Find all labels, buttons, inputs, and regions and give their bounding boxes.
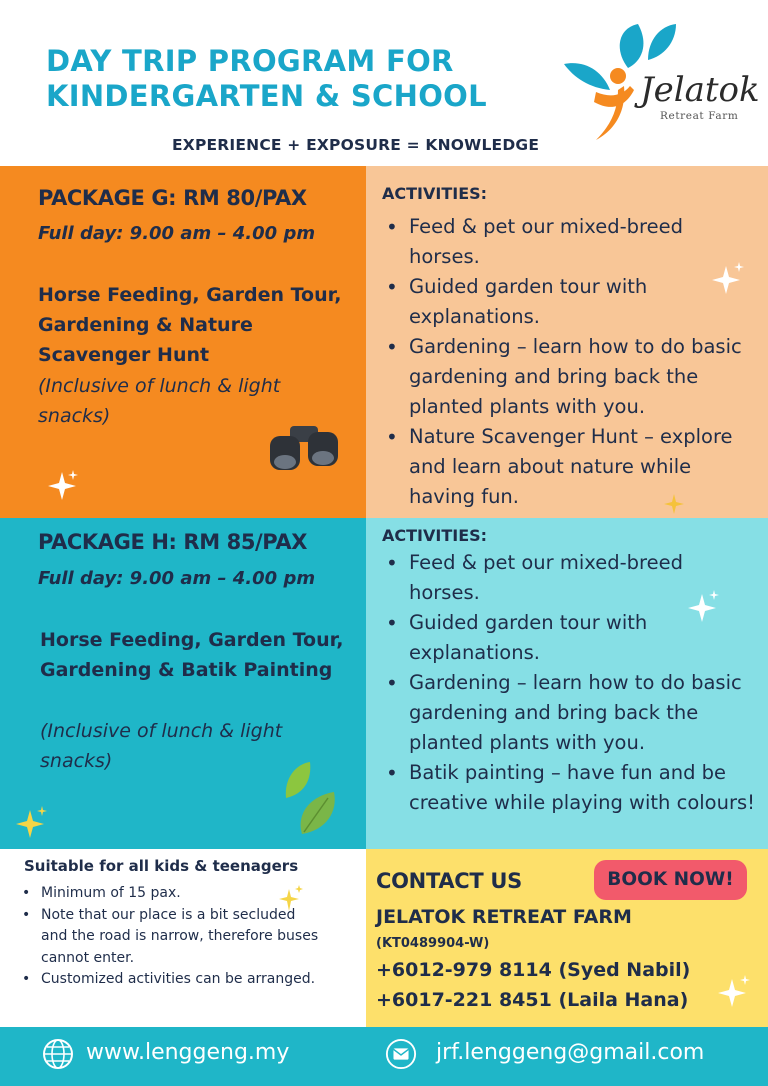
package-h-note: (Inclusive of lunch & light snacks) xyxy=(40,720,283,772)
farm-name: JELATOK RETREAT FARM xyxy=(376,906,632,928)
package-g-description: Horse Feeding, Garden Tour, Gardening & Nature Scavenger Hunt xyxy=(38,284,342,366)
list-item: • Minimum of 15 pax. xyxy=(20,883,320,905)
title-line-2: KINDERGARTEN & SCHOOL xyxy=(46,79,487,113)
contact-title: CONTACT US xyxy=(376,869,523,893)
suitability-section xyxy=(0,849,366,1027)
list-item: • Gardening – learn how to do basic gardening and bring back the planted plants with you. xyxy=(384,668,759,758)
logo-subtitle: Retreat Farm xyxy=(660,110,739,122)
package-g-activity-list xyxy=(384,212,759,512)
package-h-activities-title: ACTIVITIES: xyxy=(382,526,488,545)
package-g-time: Full day: 9.00 am – 4.00 pm xyxy=(38,223,316,244)
list-item: • Customized activities can be arranged. xyxy=(20,969,320,991)
suitability-list xyxy=(20,883,320,991)
package-g-activities-title: ACTIVITIES: xyxy=(382,184,488,203)
sparkle-icon xyxy=(16,806,48,840)
email-icon xyxy=(385,1038,417,1070)
package-g-note: (Inclusive of lunch & light snacks) xyxy=(38,375,281,427)
header xyxy=(0,0,768,166)
website-link[interactable]: www.lenggeng.my xyxy=(86,1040,290,1065)
package-g-summary xyxy=(0,166,366,518)
globe-icon xyxy=(42,1038,74,1070)
list-item: • Nature Scavenger Hunt – explore and learn about nature while having fun. xyxy=(384,422,759,512)
page-title xyxy=(46,44,487,114)
package-g-activities xyxy=(366,166,768,518)
phone-number-1[interactable]: +6012-979 8114 (Syed Nabil) xyxy=(376,959,691,981)
logo-name: Jelatok xyxy=(640,70,760,110)
package-h-time: Full day: 9.00 am – 4.00 pm xyxy=(38,568,316,589)
sparkle-icon xyxy=(710,262,746,296)
sparkle-icon xyxy=(664,492,686,516)
package-h-title: PACKAGE H: RM 85/PAX xyxy=(38,530,308,554)
list-item: • Batik painting – have fun and be creative while playing with colours! xyxy=(384,758,759,818)
package-h-summary xyxy=(0,518,366,849)
footer xyxy=(0,1027,768,1086)
list-item: • Feed & pet our mixed-breed horses. xyxy=(384,548,759,608)
sparkle-icon xyxy=(688,590,720,624)
suitability-title: Suitable for all kids & teenagers xyxy=(24,857,299,875)
contact-section xyxy=(366,849,768,1027)
tagline: EXPERIENCE + EXPOSURE = KNOWLEDGE xyxy=(172,136,540,154)
package-h-description: Horse Feeding, Garden Tour, Gardening & Batik Painting xyxy=(40,629,344,681)
email-link[interactable]: jrf.lenggeng@gmail.com xyxy=(436,1040,705,1065)
sparkle-icon xyxy=(48,468,78,502)
list-item: • Guided garden tour with explanations. xyxy=(384,272,759,332)
leaf-icon xyxy=(280,758,340,838)
list-item: • Feed & pet our mixed-breed horses. xyxy=(384,212,759,272)
package-h-activities xyxy=(366,518,768,849)
phone-number-2[interactable]: +6017-221 8451 (Laila Hana) xyxy=(376,989,689,1011)
book-now-button[interactable]: BOOK NOW! xyxy=(594,860,747,900)
package-h-activity-list xyxy=(384,548,759,818)
sparkle-icon xyxy=(278,885,304,913)
registration-number: (KT0489904-W) xyxy=(376,936,490,951)
list-item: • Gardening – learn how to do basic gardening and bring back the planted plants with you. xyxy=(384,332,759,422)
list-item: • Guided garden tour with explanations. xyxy=(384,608,759,668)
package-g-title: PACKAGE G: RM 80/PAX xyxy=(38,186,307,210)
binoculars-icon xyxy=(268,422,340,474)
title-line-1: DAY TRIP PROGRAM FOR xyxy=(46,44,454,78)
list-item: • Note that our place is a bit secluded and the road is narrow, therefore buses cannot enter. xyxy=(20,905,320,970)
sparkle-icon xyxy=(716,975,752,1011)
